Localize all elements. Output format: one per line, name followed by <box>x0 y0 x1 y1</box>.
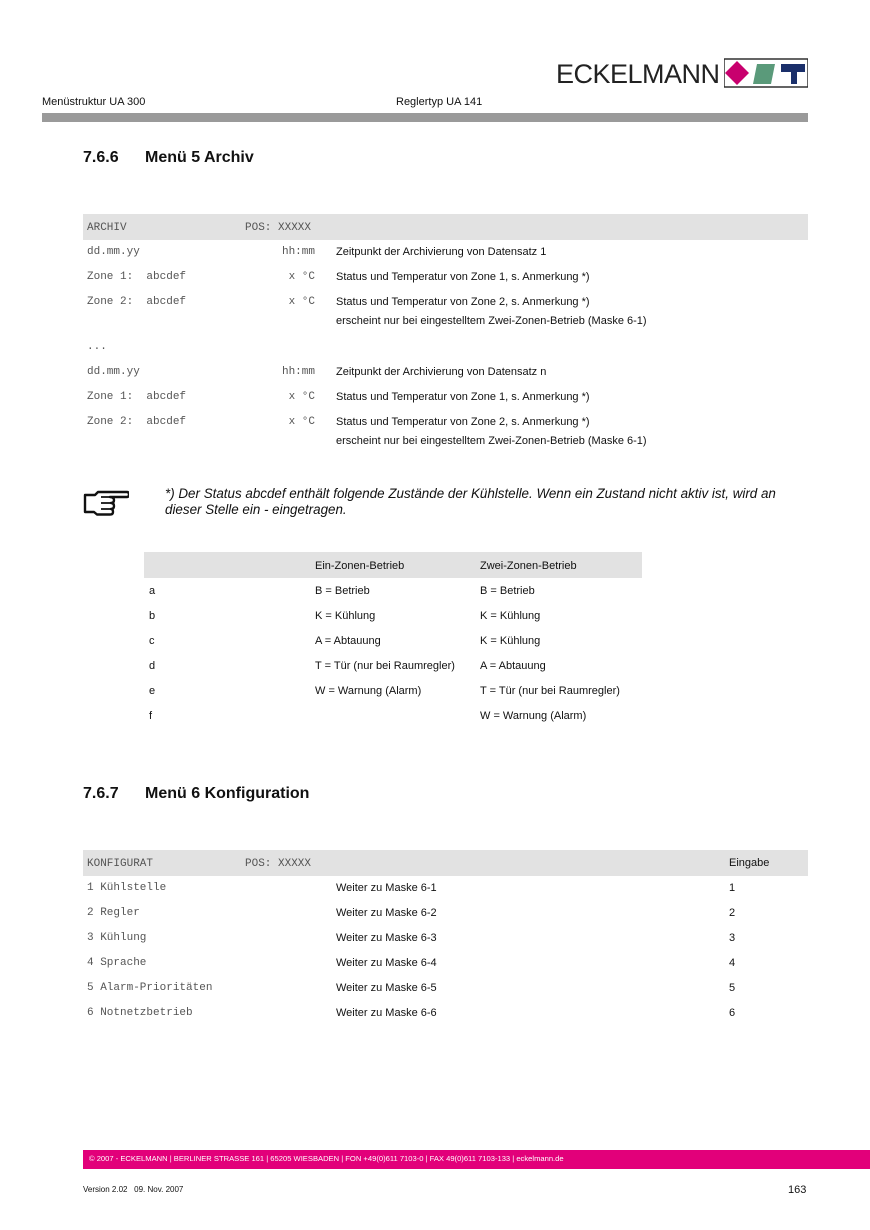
archiv-row-right: hh:mm <box>281 366 315 378</box>
konfiguration-table-header <box>83 850 808 876</box>
archiv-row-left: dd.mm.yy <box>87 246 140 258</box>
status-ein-zonen: A = Abtauung <box>315 635 381 647</box>
status-key: f <box>149 710 153 722</box>
konf-header-label: KONFIGURAT <box>87 858 154 870</box>
archiv-row-desc: Status und Temperatur von Zone 1, s. Anmerkung *) <box>336 391 590 403</box>
status-key: b <box>149 610 156 622</box>
section-number: 7.6.6 <box>83 149 119 166</box>
status-note: *) Der Status abcdef enthält folgende Zustände der Kühlstelle. Wenn ein Zustand nicht aktiv ist, wird an dieser Stelle ein - eingetragen. <box>165 486 776 517</box>
archiv-row-ellipsis: ... <box>87 341 107 353</box>
archiv-row-desc: Status und Temperatur von Zone 1, s. Anmerkung *) <box>336 271 590 283</box>
status-table-header <box>144 552 642 578</box>
status-zwei-zonen: B = Betrieb <box>480 585 535 597</box>
konf-menu-desc: Weiter zu Maske 6-5 <box>336 982 437 994</box>
status-zwei-zonen: W = Warnung (Alarm) <box>480 710 587 722</box>
archiv-row-desc: Status und Temperatur von Zone 2, s. Anmerkung *) <box>336 416 590 428</box>
archiv-row-right: x °C <box>288 416 315 428</box>
section-title: Menü 5 Archiv <box>145 149 254 166</box>
konfiguration-table <box>83 850 808 1030</box>
archiv-header-pos: POS: XXXXX <box>245 222 312 234</box>
konf-menu-desc: Weiter zu Maske 6-3 <box>336 932 437 944</box>
footer-version: Version 2.02 09. Nov. 2007 <box>83 1185 184 1194</box>
archiv-row-desc-note: erscheint nur bei eingestelltem Zwei-Zonen-Betrieb (Maske 6-1) <box>336 435 647 447</box>
status-zwei-zonen: K = Kühlung <box>480 635 541 647</box>
konf-menu-item: 3 Kühlung <box>87 932 147 944</box>
archiv-row-desc: Zeitpunkt der Archivierung von Datensatz n <box>336 366 547 378</box>
konf-menu-item: 4 Sprache <box>87 957 147 969</box>
logo-magenta-diamond <box>725 61 749 85</box>
konf-menu-item: 1 Kühlstelle <box>87 882 167 894</box>
konf-header-pos: POS: XXXXX <box>245 858 312 870</box>
header-divider <box>42 113 808 122</box>
archiv-row-right: hh:mm <box>281 246 315 258</box>
archiv-row-desc-note: erscheint nur bei eingestelltem Zwei-Zonen-Betrieb (Maske 6-1) <box>336 315 647 327</box>
konf-menu-input: 2 <box>729 907 736 919</box>
konf-menu-item: 2 Regler <box>87 907 140 919</box>
konf-menu-desc: Weiter zu Maske 6-6 <box>336 1007 437 1019</box>
archiv-row-right: x °C <box>288 271 315 283</box>
konf-menu-desc: Weiter zu Maske 6-2 <box>336 907 437 919</box>
archiv-header-label: ARCHIV <box>87 222 127 234</box>
konf-menu-item: 5 Alarm-Prioritäten <box>87 982 213 994</box>
status-zwei-zonen: T = Tür (nur bei Raumregler) <box>480 685 620 697</box>
header-controller-type: Reglertyp UA 141 <box>396 96 483 108</box>
section-title: Menü 6 Konfiguration <box>145 785 310 802</box>
archiv-row-left: Zone 2: abcdef <box>87 296 187 308</box>
page-number: 163 <box>788 1184 807 1196</box>
archiv-row-left: Zone 2: abcdef <box>87 416 187 428</box>
status-ein-zonen: B = Betrieb <box>315 585 370 597</box>
eckelmann-logo-icon <box>724 58 808 88</box>
logo-green-shape <box>753 64 775 84</box>
konf-header-eingabe: Eingabe <box>729 857 770 869</box>
status-key: e <box>149 685 156 697</box>
konf-menu-input: 6 <box>729 1007 736 1019</box>
archiv-row-left: dd.mm.yy <box>87 366 140 378</box>
status-zwei-zonen: K = Kühlung <box>480 610 541 622</box>
konf-menu-input: 3 <box>729 932 736 944</box>
archiv-row-left: Zone 1: abcdef <box>87 391 187 403</box>
status-key: c <box>149 635 155 647</box>
archiv-row-right: x °C <box>288 391 315 403</box>
archiv-row-desc: Zeitpunkt der Archivierung von Datensatz 1 <box>336 246 547 258</box>
status-table <box>144 552 642 732</box>
header-document-title: Menüstruktur UA 300 <box>42 96 146 108</box>
archiv-row-desc: Status und Temperatur von Zone 2, s. Anmerkung *) <box>336 296 590 308</box>
archiv-row-right: x °C <box>288 296 315 308</box>
column-header-zwei-zonen: Zwei-Zonen-Betrieb <box>480 560 577 572</box>
logo-text: ECKELMANN <box>556 59 720 89</box>
archiv-table-header <box>83 214 808 240</box>
status-ein-zonen: T = Tür (nur bei Raumregler) <box>315 660 455 672</box>
konf-menu-desc: Weiter zu Maske 6-4 <box>336 957 437 969</box>
status-ein-zonen: K = Kühlung <box>315 610 376 622</box>
archiv-row-left: Zone 1: abcdef <box>87 271 187 283</box>
konf-menu-input: 5 <box>729 982 736 994</box>
status-ein-zonen: W = Warnung (Alarm) <box>315 685 422 697</box>
konf-menu-input: 4 <box>729 957 736 969</box>
status-key: a <box>149 585 156 597</box>
footer-company-info: © 2007 - ECKELMANN | BERLINER STRASSE 161 | 65205 WIESBADEN | FON +49(0)611 7103-0 | FAX 49(0)611 7103-133 | eckelmann.de <box>89 1154 564 1163</box>
status-zwei-zonen: A = Abtauung <box>480 660 546 672</box>
logo-navy-shape <box>781 64 805 72</box>
konf-menu-item: 6 Notnetzbetrieb <box>87 1007 193 1019</box>
column-header-ein-zonen: Ein-Zonen-Betrieb <box>315 560 405 572</box>
section-number: 7.6.7 <box>83 785 119 802</box>
konf-menu-input: 1 <box>729 882 736 894</box>
konf-menu-desc: Weiter zu Maske 6-1 <box>336 882 437 894</box>
archiv-table <box>83 214 808 454</box>
status-key: d <box>149 660 156 672</box>
pointing-hand-icon <box>83 486 129 516</box>
